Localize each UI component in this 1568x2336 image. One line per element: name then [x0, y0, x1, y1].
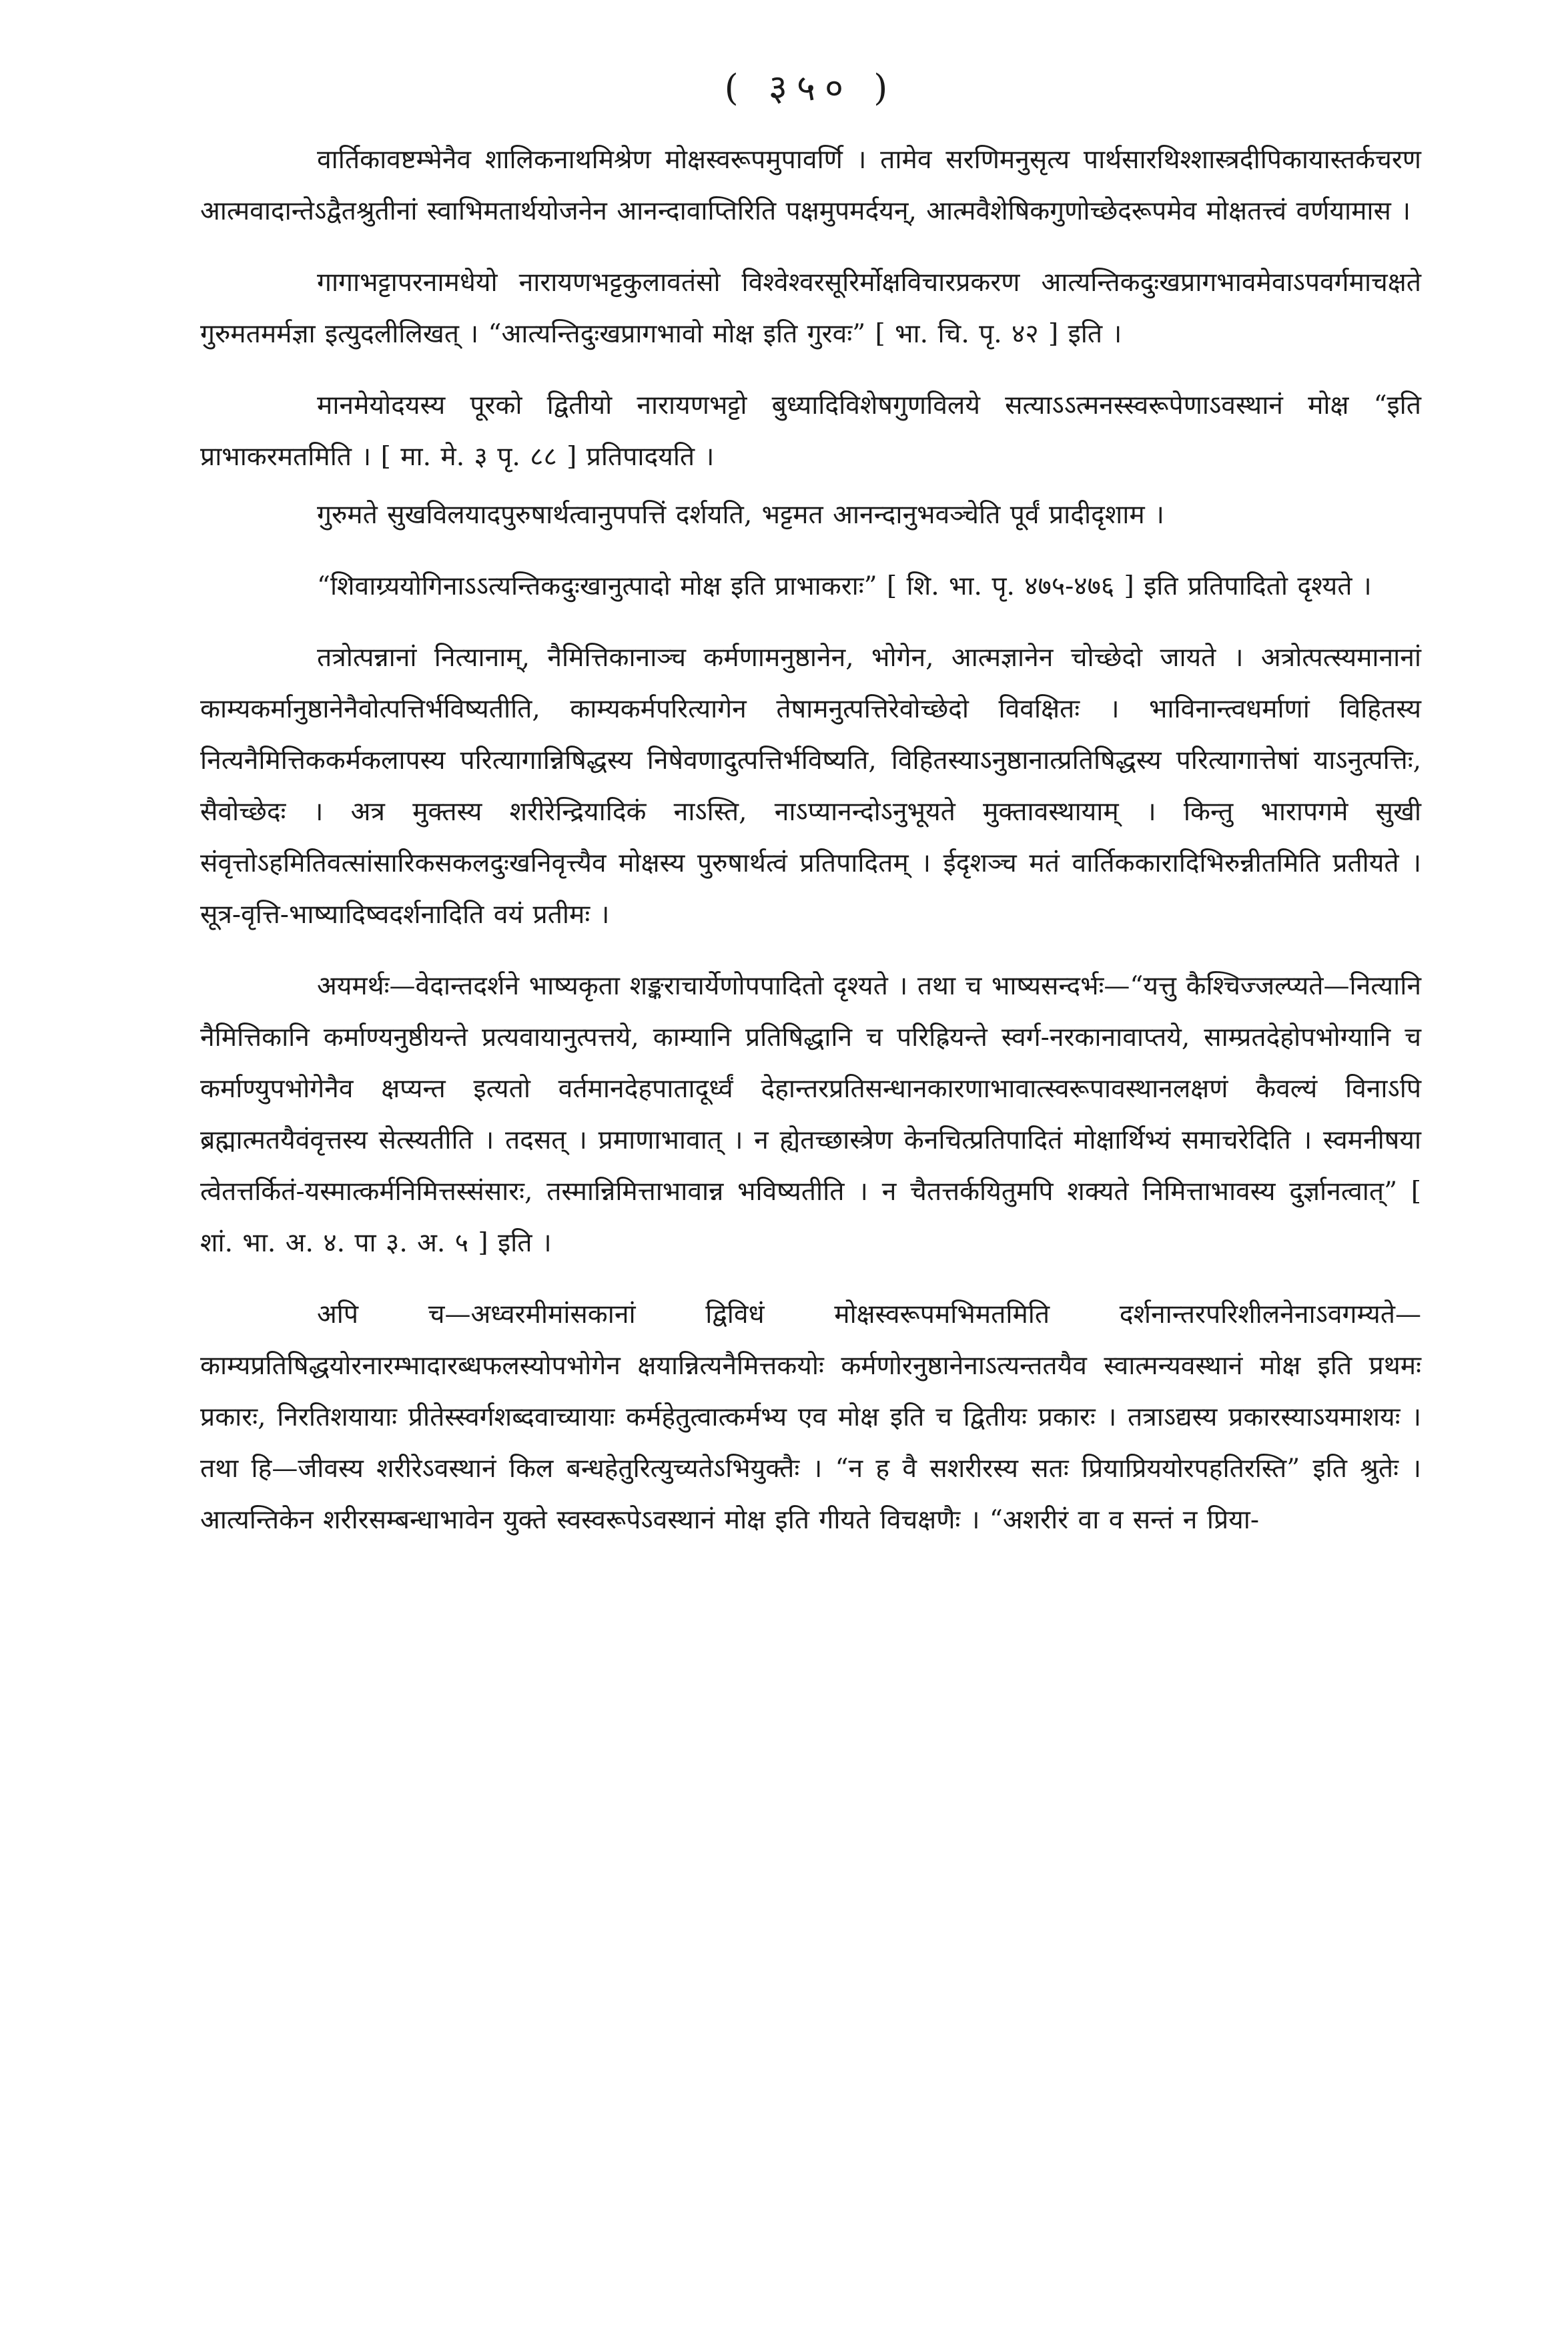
paragraph-shivagrya: “शिवाग्र्ययोगिनाऽऽत्यन्तिकदुःखानुत्पादो मोक्ष इति प्राभाकराः” [ शि. भा. पृ. ४७५-४७६ ] इति प्रतिपादितो दृश्यते । [317, 571, 1372, 601]
paragraph-manameyodaya: मानमेयोदयस्य पूरको द्वितीयो नारायणभट्टो बुध्यादिविशेषगुणविलये सत्याऽऽत्मनस्स्वरूपेणाऽवस्थानं मोक्ष “इति प्राभाकरमतमिति । [ मा. मे. ३ पृ. ८८ ] प्रतिपादयति । [200, 390, 1421, 472]
paragraph-adhvara-mimamsa: अपि च—अध्वरमीमांसकानां द्विविधं मोक्षस्वरूपमभिमतमिति दर्शनान्तरपरिशीलनेनाऽवगम्यते—काम्यप्रतिषिद्धयोरनारम्भादारब्धफलस्योपभोगेन क्षयान्नित्यनैमित्तकयोः कर्मणोरनुष्ठानेनाऽत्यन्ततयैव स्वात्मन्यवस्थानं मोक्ष इति प्रथमः प्रकारः, निरतिशयायाः प्रीतेस्स्वर्गशब्दवाच्यायाः कर्महेतुत्वात्कर्मभ्य एव मोक्ष इति च द्वितीयः प्रकारः । तत्राऽद्यस्य प्रकारस्याऽयमाशयः । तथा हि—जीवस्य शरीरेऽवस्थानं किल बन्धहेतुरित्युच्यतेऽभियुक्तैः । “न ह वै सशरीरस्य सतः प्रियाप्रिययोरपहतिरस्ति” इति श्रुतेः । आत्यन्तिकेन शरीरसम्बन्धाभावेन युक्ते स्वस्वरूपेऽवस्थानं मोक्ष इति गीयते विचक्षणैः । “अशरीरं वा व सन्तं न प्रिया- [200, 1299, 1421, 1535]
paragraph-shalikanatha: वार्तिकावष्टम्भेनैव शालिकनाथमिश्रेण मोक्षस्वरूपमुपावर्णि । तामेव सरणिमनुसृत्य पार्थसारथिश्शास्त्रदीपिकायास्तर्कचरण आत्मवादान्तेऽद्वैतश्रुतीनां स्वाभिमतार्थयोजनेन आनन्दावाप्तिरिति पक्षमुपमर्दयन्, आत्मवैशेषिकगुणोच्छेदरूपमेव मोक्षतत्त्वं वर्णयामास । [200, 144, 1421, 226]
paragraph-tatrotpanna: तत्रोत्पन्नानां नित्यानाम्, नैमित्तिकानाञ्च कर्मणामनुष्ठानेन, भोगेन, आत्मज्ञानेन चोच्छेदो जायते । अत्रोत्पत्स्यमानानां काम्यकर्मानुष्ठानेनैवोत्पत्तिर्भविष्यतीति, काम्यकर्मपरित्यागेन तेषामनुत्पत्तिरेवोच्छेदो विवक्षितः । भाविनान्त्वधर्माणां विहितस्य नित्यनैमित्तिककर्मकलापस्य परित्यागान्निषिद्धस्य निषेवणादुत्पत्तिर्भविष्यति, विहितस्याऽनुष्ठानात्प्रतिषिद्धस्य परित्यागात्तेषां याऽनुत्पत्तिः, सैवोच्छेदः । अत्र मुक्तस्य शरीरेन्द्रियादिकं नाऽस्ति, नाऽप्यानन्दोऽनुभूयते मुक्तावस्थायाम् । किन्तु भारापगमे सुखी संवृत्तोऽहमितिवत्सांसारिकसकलदुःखनिवृत्त्यैव मोक्षस्य पुरुषार्थत्वं प्रतिपादितम् । ईदृशञ्च मतं वार्तिककारादिभिरुन्नीतमिति प्रतीयते । सूत्र-वृत्ति-भाष्यादिष्वदर्शनादिति वयं प्रतीमः । [200, 642, 1421, 930]
paragraph-vedanta-bhashya: अयमर्थः—वेदान्तदर्शने भाष्यकृता शङ्कराचार्येणोपपादितो दृश्यते । तथा च भाष्यसन्दर्भः—“यत्तु कैश्चिज्जल्प्यते—नित्यानि नैमित्तिकानि कर्माण्यनुष्ठीयन्ते प्रत्यवायानुत्पत्तये, काम्यानि प्रतिषिद्धानि च परिह्रियन्ते स्वर्ग-नरकानावाप्तये, साम्प्रतदेहोपभोग्यानि च कर्माण्युपभोगेनैव क्षप्यन्त इत्यतो वर्तमानदेहपातादूर्ध्वं देहान्तरप्रतिसन्धानकारणाभावात्स्वरूपावस्थानलक्षणं कैवल्यं विनाऽपि ब्रह्मात्मतयैवंवृत्तस्य सेत्स्यतीति । तदसत् । प्रमाणाभावात् । न ह्येतच्छास्त्रेण केनचित्प्रतिपादितं मोक्षार्थिभ्यं समाचरेदिति । स्वमनीषया त्वेतत्तर्कितं-यस्मात्कर्मनिमित्तस्संसारः, तस्मान्निमित्ताभावान्न भविष्यतीति । न चैतत्तर्कयितुमपि शक्यते निमित्ताभावस्य दुर्ज्ञानत्वात्” [ शां. भा. अ. ४. पा ३. अ. ५ ] इति । [200, 970, 1421, 1258]
document-page [200, 67, 1421, 2296]
paragraph-gagabhatta: गागाभट्टापरनामधेयो नारायणभट्टकुलावतंसो विश्वेश्वरसूरिर्मोक्षविचारप्रकरण आत्यन्तिकदुःखप्रागभावमेवाऽपवर्गमाचक्षते गुरुमतमर्मज्ञा इत्युदलीलिखत् । “आत्यन्तिदुःखप्रागभावो मोक्ष इति गुरवः” [ भा. चि. पृ. ४२ ] इति । [200, 267, 1421, 349]
paragraph-gurumata: गुरुमते सुखविलयादपुरुषार्थत्वानुपपत्तिं दर्शयति, भट्टमत आनन्दानुभवञ्चेति पूर्वं प्रादीदृशाम । [317, 499, 1164, 530]
page-number: ( ३५० ) [724, 67, 897, 109]
